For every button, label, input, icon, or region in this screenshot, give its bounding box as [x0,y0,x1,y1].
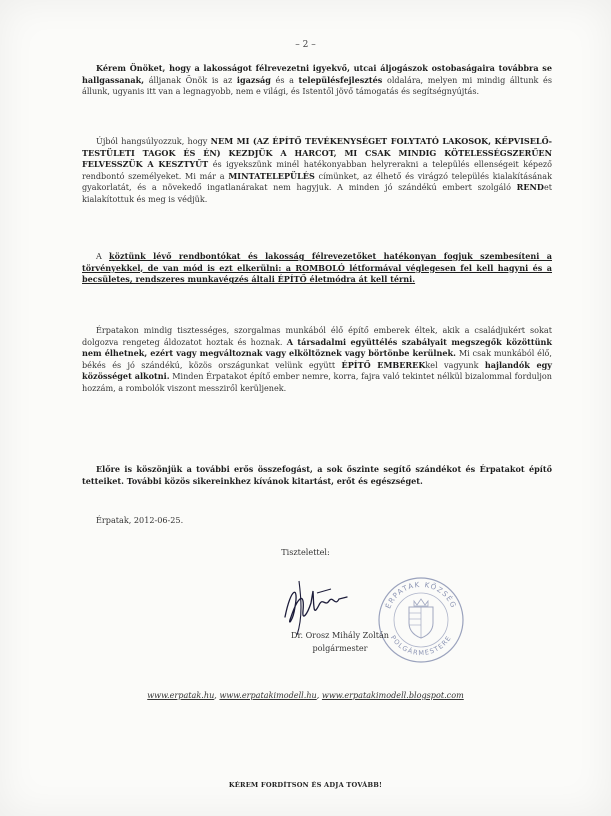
paragraph-1 [82,63,552,98]
closing-salutation: Tisztelettel: [281,547,330,557]
text-run: Újból hangsúlyozzuk, hogy [96,136,211,146]
document-date: Érpatak, 2012-06-25. [96,515,184,525]
paragraph-4 [82,325,552,395]
text-run: A társadalmi együttélés szabályait megszegők közöttünk nem élhetnek, ezért vagy megváltoznak vagy elköltöznek vagy börtönbe kerülnek. [82,336,552,359]
text-run: Minden Érpatakot építő ember nemre, korra, fajra való tekintet nélkül bizalommal forduljon hozzám, a rombolók viszont messziről kerüljenek. [82,371,552,393]
text-run: Érpatakon mindig tisztességes, szorgalmas munkából élő építő emberek éltek, akik a családjukért sokat dolgozva rengeteg áldozatot hoztak és hoznak. [82,325,552,347]
paragraph-5 [82,464,552,487]
svg-text:ÉRPATAK KÖZSÉG [383,580,458,610]
seal-top-text: ÉRPATAK KÖZSÉG [383,579,459,610]
page-number: – 2 – [295,40,316,50]
seal-bottom-text: POLGÁRMESTERE [388,633,454,658]
signer-title: polgármester [312,643,368,653]
paragraph-3 [82,251,552,286]
footer-note: KÉREM FORDÍTSON ÉS ADJA TOVÁBB! [228,781,383,789]
text-run: oldalára, melyen mi mindig álltunk és állunk, ugyanis itt van a legnagyobb, nem e világi, és Istentől jövő támogatás és segítségnyújtás. [82,74,552,97]
text-run: köztünk lévő rendbontókat és lakosság félrevezetőket hatékonyan fogjuk szembesíteni a törvényekkel, de van mód is ezt elkerülni: a ROMBOLÓ létformával véglegesen fel kell hagyni és a becsületes, rendszeres munkavégzés általi ÉPÍTŐ életmódra át kell térni. [82,251,553,285]
text-run: REND [516,182,544,193]
text-run: ÉPÍTŐ EMBEREK [341,359,426,370]
paragraph-2 [82,136,552,206]
text-run: igazság [236,74,271,85]
text-run: és a [270,74,299,85]
text-run: Kérem Önöket, hogy a lakosságot félrevezetni igyekvő, utcai áljogászok ostobaságaira továbbra se hallgassanak, [82,63,552,85]
handwritten-signature [277,577,357,637]
text-run: és igyekszünk minél hatékonyabban helyrerakni a település ellenségeit képező rendbontó személyeket. Mi már a [82,159,552,181]
text-run: hajlandók egy közösséget alkotni. [82,359,552,382]
text-run: et kialakítottuk és meg is védjük. [82,182,552,204]
text-run: NEM MI (AZ ÉPÍTŐ TEVÉKENYSÉGET FOLYTATÓ LAKOSOK, KÉPVISELŐ-TESTÜLETI TAGOK ÉS ÉN) KEZDJÜK A HARCOT, MI CSAK MINDIG KÖTELESSÉGSZERŰEN FELVESSZÜK A KESZTYŰT [82,136,552,170]
text-run: kel vagyunk [425,359,485,370]
text-run: Előre is köszönjük a további erős összefogást, a sok őszinte segítő szándékot és Érpatakot építő tetteiket. További közös sikereinkhez kívánok kitartást, erőt és egészséget. [82,464,552,486]
text-run: A [96,251,110,261]
signer-name: Dr. Orosz Mihály Zoltán [290,630,389,640]
text-run: MINTATELEPÜLÉS [228,170,315,181]
website-link-1[interactable]: www.erpatak.hu [147,690,215,700]
text-run: álljanak Önök is az [144,74,237,85]
text-run: címünket, az élhető és virágzó település kialakításának gyakorlatát, és a növekedő ingatlanárakat nem hagyjuk. A minden jó szándékú embert szolgáló [82,170,552,193]
text-run: Mi csak munkából élő, békés és jó szándékú, közös országunkat velünk együtt [82,348,552,370]
text-run: településfejlesztés [298,74,383,85]
website-link-2[interactable]: www.erpatakimodell.hu [219,690,317,700]
website-links: www.erpatak.hu, www.erpatakimodell.hu, www.erpatakimodell.blogspot.com [147,690,464,700]
website-link-3[interactable]: www.erpatakimodell.blogspot.com [321,690,464,700]
